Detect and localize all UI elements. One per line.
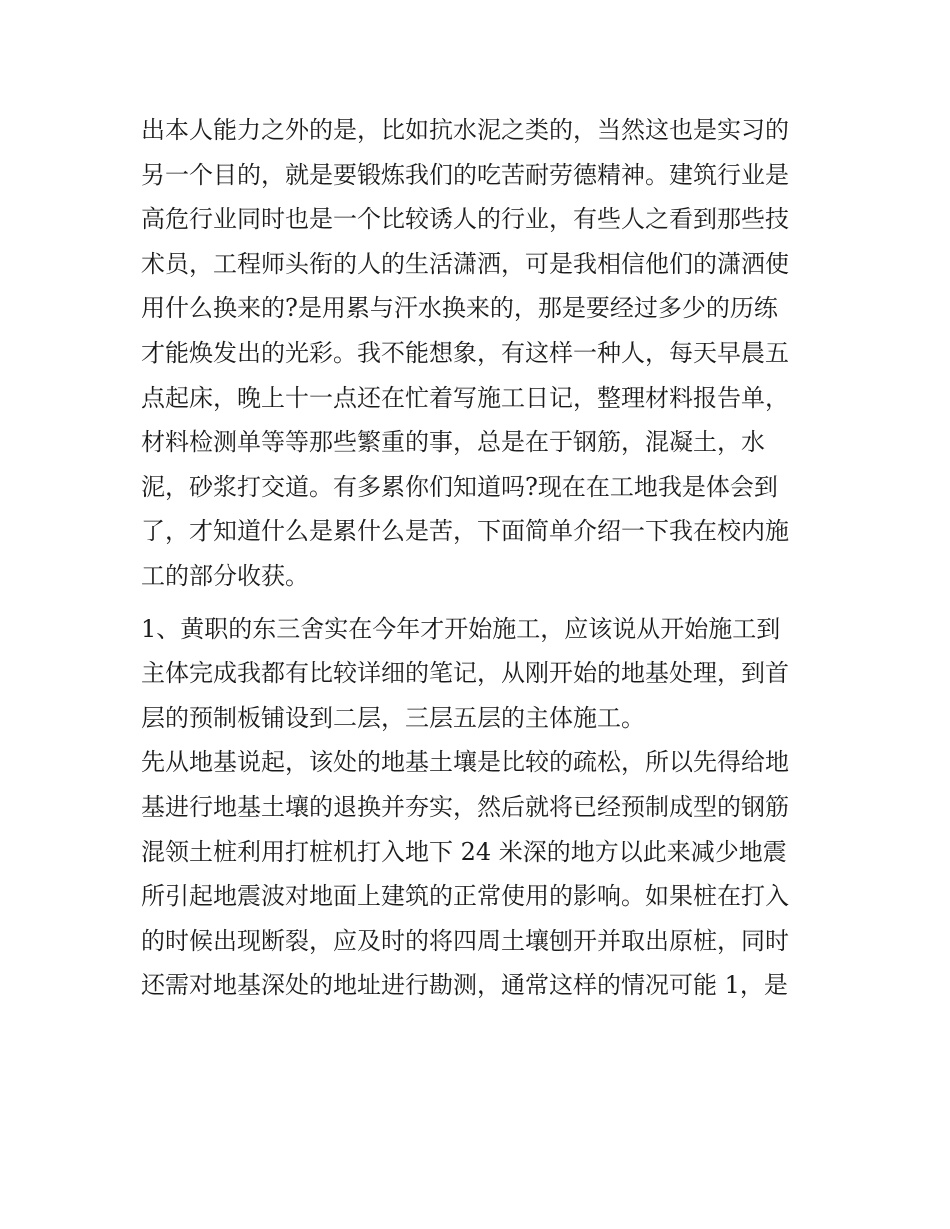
text-line: 工的部分收获。 <box>141 561 309 590</box>
text-line: 高危行业同时也是一个比较诱人的行业，有些人之看到那些技 <box>141 205 789 234</box>
text-line: 所引起地震波对地面上建筑的正常使用的影响。如果桩在打入 <box>141 882 789 911</box>
text-line: 的时候出现断裂，应及时的将四周土壤刨开并取出原桩，同时 <box>141 926 789 955</box>
text-line: 用什么换来的?是用累与汗水换来的，那是要经过多少的历练 <box>141 294 778 323</box>
text-line: 另一个目的，就是要锻炼我们的吃苦耐劳德精神。建筑行业是 <box>141 160 789 189</box>
text-line: 先从地基说起，该处的地基土壤是比较的疏松，所以先得给地 <box>141 748 789 777</box>
text-line: 泥，砂浆打交道。有多累你们知道吗?现在在工地我是体会到 <box>141 472 778 501</box>
text-line: 混领土桩利用打桩机打入地下 24 米深的地方以此来减少地震 <box>141 837 787 866</box>
text-line: 基进行地基土壤的退换并夯实，然后就将已经预制成型的钢筋 <box>141 792 789 821</box>
text-line: 主体完成我都有比较详细的笔记，从刚开始的地基处理，到首 <box>141 659 789 688</box>
text-line: 材料检测单等等那些繁重的事，总是在于钢筋，混凝土，水 <box>141 428 765 457</box>
text-line: 还需对地基深处的地址进行勘测，通常这样的情况可能 1，是 <box>141 971 788 1000</box>
body-text <box>141 108 821 1008</box>
text-line: 术员，工程师头衔的人的生活潇洒，可是我相信他们的潇洒使 <box>141 249 789 278</box>
text-line: 才能焕发出的光彩。我不能想象，有这样一种人，每天早晨五 <box>141 338 789 367</box>
list-item-line: 1、黄职的东三舍实在今年才开始施工，应该说从开始施工到 <box>141 614 781 643</box>
text-line: 点起床，晚上十一点还在忙着写施工日记，整理材料报告单， <box>141 383 789 412</box>
text-line: 层的预制板铺设到二层，三层五层的主体施工。 <box>141 703 645 732</box>
text-line: 出本人能力之外的是，比如抗水泥之类的，当然这也是实习的 <box>141 116 789 144</box>
text-line: 了，才知道什么是累什么是苦，下面简单介绍一下我在校内施 <box>141 517 789 546</box>
